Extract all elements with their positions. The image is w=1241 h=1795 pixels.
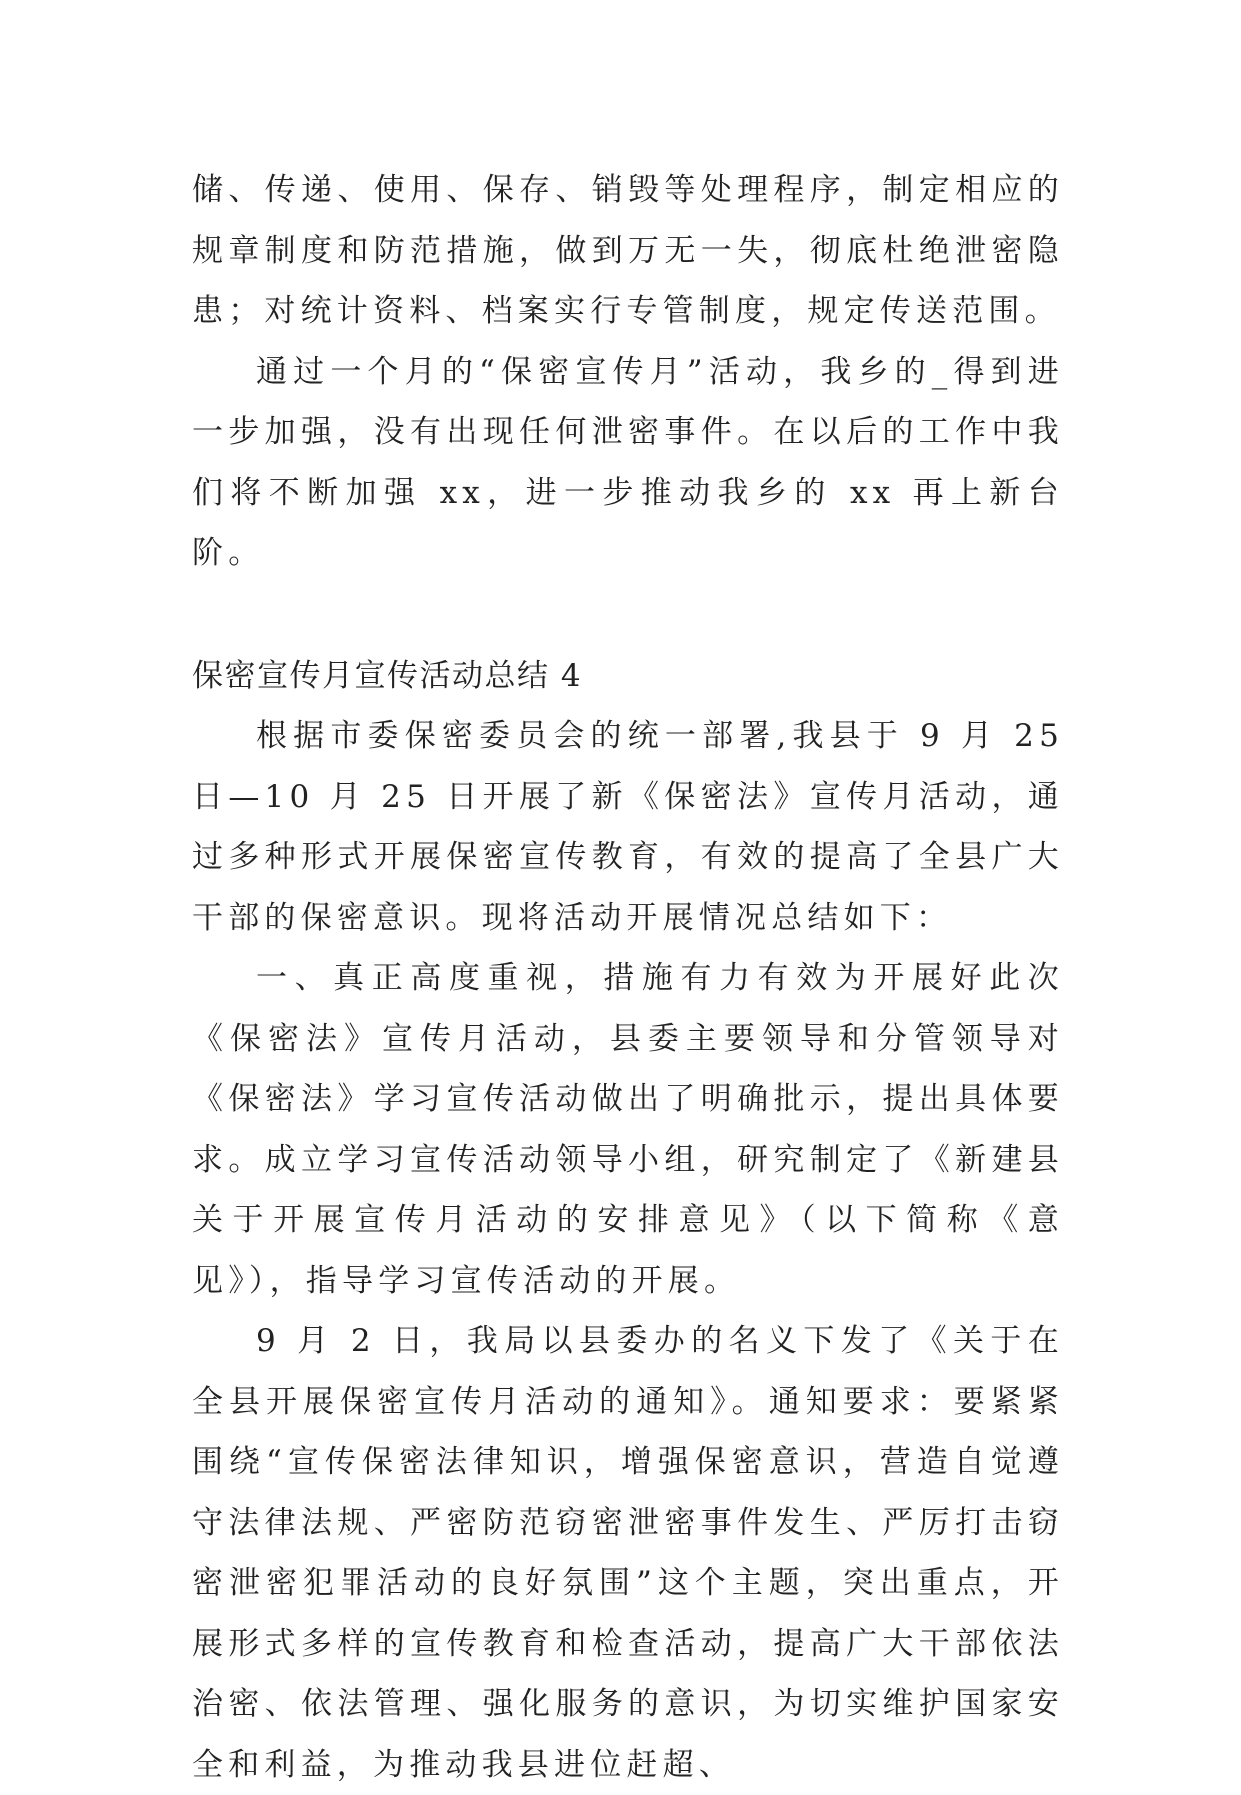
- paragraph-notice: 9 月 2 日，我局以县委办的名义下发了《关于在全县开展保密宣传月活动的通知》。通知要求：要紧紧围绕“宣传保密法律知识，增强保密意识，营造自觉遵守法律法规、严密防范窃密泄密事件发生、严厉打击窃密泄密犯罪活动的良好氛围”这个主题，突出重点，开展形式多样的宣传教育和检查活动，提高广大干部依法治密、依法管理、强化服务的意识，为切实维护国家安全和利益，为推动我县进位赶超、: [192, 1323, 1064, 1783]
- paragraph-continuation: 储、传递、使用、保存、销毁等处理程序，制定相应的规章制度和防范措施，做到万无一失，彻底杜绝泄密隐患；对统计资料、档案实行专管制度，规定传送范围。: [192, 172, 1064, 329]
- paragraph-intro: 根据市委保密委员会的统一部署,我县于 9 月 25 日—10 月 25 日开展了新《保密法》宣传月活动，通过多种形式开展保密宣传教育，有效的提高了全县广大干部的保密意识。现将活动开展情况总结如下：: [192, 718, 1064, 936]
- paragraph-point-one: 一、真正高度重视，措施有力有效为开展好此次《保密法》宣传月活动，县委主要领导和分管领导对《保密法》学习宣传活动做出了明确批示，提出具体要求。成立学习宣传活动领导小组，研究制定了《新建县关于开展宣传月活动的安排意见》（以下简称《意见》），指导学习宣传活动的开展。: [192, 960, 1064, 1299]
- section-title: 保密宣传月宣传活动总结 4: [192, 657, 583, 694]
- document-body: [192, 160, 1064, 1795]
- paragraph-conclusion: 通过一个月的“保密宣传月”活动，我乡的_得到进一步加强，没有出现任何泄密事件。在以后的工作中我们将不断加强 xx，进一步推动我乡的 xx 再上新台阶。: [192, 353, 1064, 571]
